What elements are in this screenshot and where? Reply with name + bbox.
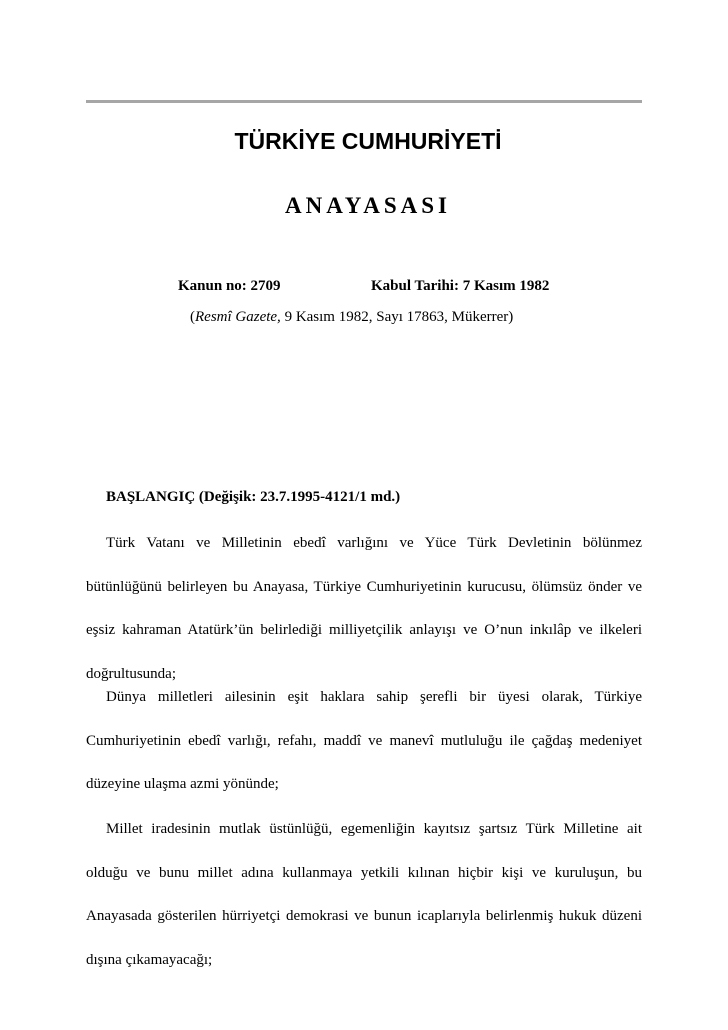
gazette-reference — [190, 309, 513, 326]
document-subtitle: ANAYASASI — [285, 193, 451, 218]
acceptance-date: Kabul Tarihi: 7 Kasım 1982 — [371, 278, 550, 294]
law-number: Kanun no: 2709 — [178, 278, 281, 294]
gazette-open-paren: ( — [190, 309, 195, 325]
header-rule — [86, 100, 642, 103]
document-title: TÜRKİYE CUMHURİYETİ — [234, 128, 502, 154]
preamble-paragraph-2: Dünya milletleri ailesinin eşit haklara sahip şerefli bir üyesi olarak, Türkiye Cumhuriyetinin ebedî varlığı, refahı, maddî ve manevî mutluluğu ile çağdaş medeniyet düzeyine ulaşma azmi yönünde; — [86, 689, 642, 793]
gazette-details: 9 Kasım 1982, Sayı 17863, Mükerrer) — [280, 309, 514, 325]
preamble-heading: BAŞLANGIÇ (Değişik: 23.7.1995-4121/1 md.) — [106, 489, 401, 505]
preamble-paragraph-1: Türk Vatanı ve Milletinin ebedî varlığını ve Yüce Türk Devletinin bölünmez bütünlüğünü belirleyen bu Anayasa, Türkiye Cumhuriyetinin kurucusu, ölümsüz önder ve eşsiz kahraman Atatürk’ün belirlediği milliyetçilik anlayışı ve O’nun inkılâp ve ilkeleri doğrultusunda; — [86, 535, 642, 683]
preamble-paragraph-3: Millet iradesinin mutlak üstünlüğü, egemenliğin kayıtsız şartsız Türk Milletine ait olduğu ve bunu millet adına kullanmaya yetkili kılınan hiçbir kişi ve kuruluşun, bu Anayasada gösterilen hürriyetçi demokrasi ve bunun icaplarıyla belirlenmiş hukuk düzeni dışına çıkamayacağı; — [86, 821, 642, 969]
gazette-name: Resmî Gazete, — [195, 309, 281, 325]
